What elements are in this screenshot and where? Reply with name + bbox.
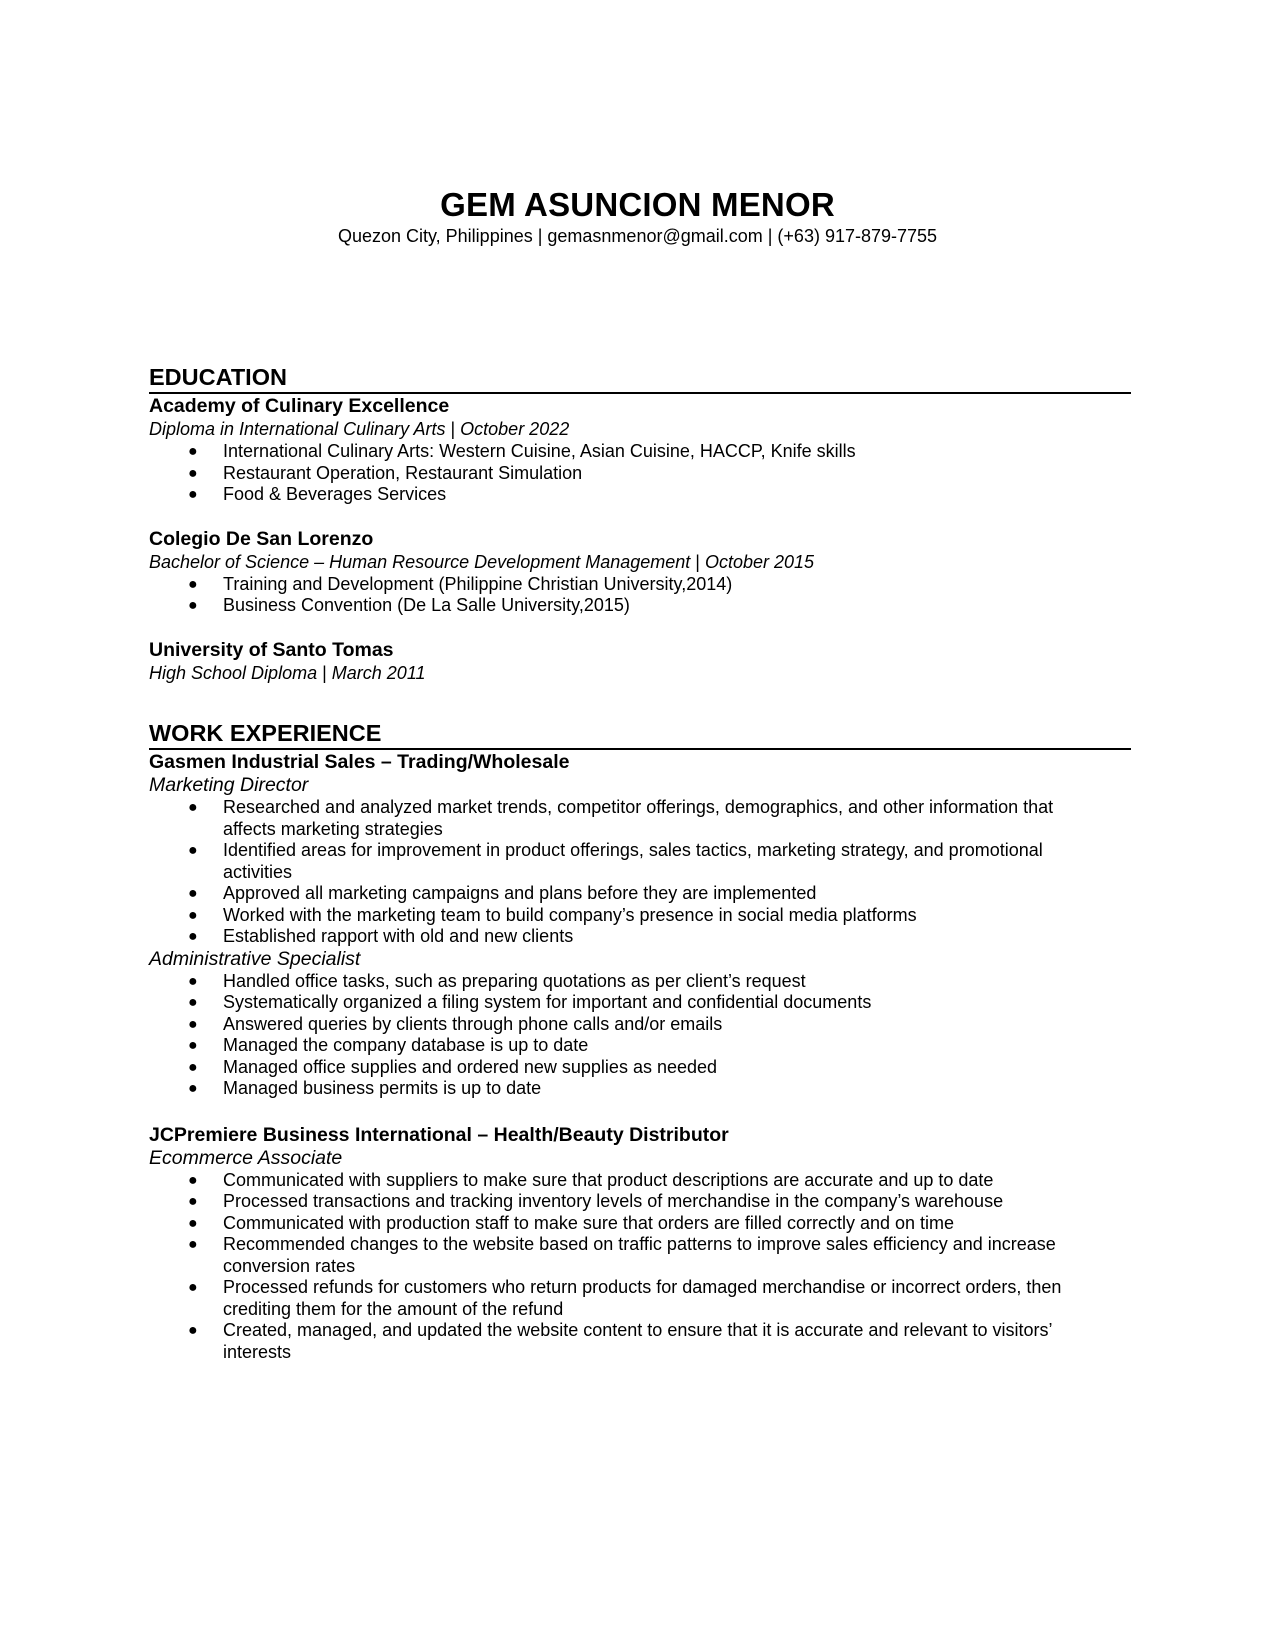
bullet-icon: ●	[188, 1214, 198, 1232]
list-item-text: Training and Development (Philippine Christian University,2014)	[223, 573, 733, 594]
bullet-icon: ●	[188, 994, 198, 1011]
list-item	[149, 1035, 1131, 1057]
list-item-text: Recommended changes to the website based on traffic patterns to improve sales efficiency and increase conversion rates	[223, 1234, 1056, 1276]
company-entry	[149, 1123, 1131, 1364]
list-item	[149, 1213, 1131, 1235]
list-item	[149, 595, 1131, 617]
bullet-icon: ●	[188, 1015, 198, 1033]
bullet-list	[149, 1170, 1131, 1364]
list-item-text: Researched and analyzed market trends, competitor offerings, demographics, and other information that affects marketing strategies	[223, 797, 1054, 839]
bullet-icon: ●	[188, 575, 198, 593]
school-name: Academy of Culinary Excellence	[149, 395, 450, 417]
list-item	[149, 463, 1131, 485]
bullet-list	[149, 971, 1131, 1100]
role-title: Administrative Specialist	[149, 947, 361, 970]
list-item-text: Communicated with production staff to make sure that orders are filled correctly and on time	[223, 1212, 955, 1233]
bullet-icon: ●	[188, 928, 198, 945]
candidate-name: GEM ASUNCION MENOR	[440, 186, 835, 223]
list-item	[149, 1191, 1131, 1213]
company-entry	[149, 750, 1131, 1100]
bullet-icon: ●	[188, 443, 198, 460]
degree-line: Bachelor of Science – Human Resource Development Management | October 2015	[149, 551, 815, 572]
degree-date: October 2015	[704, 551, 815, 572]
bullet-icon: ●	[188, 1171, 198, 1189]
list-item-text: Processed transactions and tracking inventory levels of merchandise in the company’s warehouse	[223, 1191, 1004, 1211]
bullet-icon: ●	[188, 486, 198, 503]
list-item	[149, 883, 1131, 905]
list-item	[149, 905, 1131, 927]
list-item	[149, 441, 1131, 463]
list-item-text: Restaurant Operation, Restaurant Simulation	[223, 462, 583, 483]
company-name: Gasmen Industrial Sales – Trading/Wholesale	[149, 751, 570, 773]
degree: Bachelor of Science – Human Resource Development Management	[149, 551, 691, 572]
list-item-text: Business Convention (De La Salle University,2015)	[223, 595, 630, 615]
list-item-text: Answered queries by clients through phone calls and/or emails	[223, 1013, 723, 1034]
list-item	[149, 1078, 1131, 1100]
spacer	[149, 1100, 1131, 1123]
list-item	[149, 574, 1131, 596]
list-item-text: Handled office tasks, such as preparing quotations as per client’s request	[223, 970, 806, 991]
list-item-text: Identified areas for improvement in product offerings, sales tactics, marketing strategy, and promotional activities	[223, 840, 1043, 882]
work-section	[149, 718, 1131, 1363]
list-item-text: Created, managed, and updated the website content to ensure that it is accurate and relevant to visitors’ interests	[223, 1320, 1052, 1362]
list-item-text: Communicated with suppliers to make sure that product descriptions are accurate and up to date	[223, 1169, 994, 1190]
list-item	[149, 1320, 1131, 1363]
degree-date: March 2011	[331, 662, 426, 683]
degree-line: High School Diploma | March 2011	[149, 662, 426, 683]
education-entry	[149, 527, 1131, 617]
list-item	[149, 797, 1131, 840]
list-item-text: Worked with the marketing team to build company’s presence in social media platforms	[223, 904, 917, 925]
education-section	[149, 362, 1131, 685]
bullet-icon: ●	[188, 972, 198, 990]
school-name: Colegio De San Lorenzo	[149, 527, 374, 550]
education-entry	[149, 638, 1131, 685]
degree-date: October 2022	[460, 419, 570, 439]
spacer	[149, 506, 1131, 527]
role-title: Ecommerce Associate	[149, 1146, 343, 1169]
education-heading: EDUCATION	[149, 362, 1131, 394]
list-item	[149, 1277, 1131, 1320]
bullet-icon: ●	[188, 906, 198, 924]
list-item-text: Managed the company database is up to date	[223, 1035, 589, 1055]
bullet-icon: ●	[188, 464, 198, 482]
list-item-text: International Culinary Arts: Western Cuisine, Asian Cuisine, HACCP, Knife skills	[223, 441, 856, 461]
bullet-icon: ●	[188, 842, 198, 859]
bullet-icon: ●	[188, 1058, 198, 1076]
role-title: Marketing Director	[149, 774, 309, 796]
bullet-list	[149, 797, 1131, 948]
list-item	[149, 484, 1131, 506]
list-item-text: Processed refunds for customers who return products for damaged merchandise or incorrect orders, then crediting them for the amount of the refund	[223, 1277, 1062, 1319]
list-item	[149, 840, 1131, 883]
education-entry	[149, 394, 1131, 506]
bullet-icon: ●	[188, 1279, 198, 1296]
bullet-icon: ●	[188, 1037, 198, 1054]
bullet-icon: ●	[188, 1322, 198, 1339]
resume-header	[0, 185, 1275, 247]
bullet-list	[149, 441, 1131, 506]
company-name: JCPremiere Business International – Health/Beauty Distributor	[149, 1123, 729, 1146]
bullet-list	[149, 574, 1131, 617]
list-item-text: Established rapport with old and new clients	[223, 926, 574, 946]
school-name: University of Santo Tomas	[149, 638, 394, 661]
list-item-text: Systematically organized a filing system for important and confidential documents	[223, 992, 872, 1012]
bullet-icon: ●	[188, 597, 198, 614]
list-item	[149, 1014, 1131, 1036]
list-item	[149, 971, 1131, 993]
work-heading: WORK EXPERIENCE	[149, 718, 1131, 750]
list-item	[149, 1057, 1131, 1079]
list-item	[149, 992, 1131, 1014]
list-item-text: Managed business permits is up to date	[223, 1078, 542, 1098]
degree: Diploma in International Culinary Arts	[149, 419, 446, 439]
spacer	[149, 617, 1131, 638]
list-item	[149, 1234, 1131, 1277]
bullet-icon: ●	[188, 1193, 198, 1210]
bullet-icon: ●	[188, 885, 198, 902]
bullet-icon: ●	[188, 1080, 198, 1097]
list-item	[149, 926, 1131, 948]
list-item	[149, 1170, 1131, 1192]
list-item-text: Approved all marketing campaigns and plans before they are implemented	[223, 883, 817, 903]
bullet-icon: ●	[188, 799, 198, 816]
degree: High School Diploma	[149, 662, 318, 683]
degree-line: Diploma in International Culinary Arts | October 2022	[149, 419, 570, 439]
bullet-icon: ●	[188, 1236, 198, 1253]
list-item-text: Managed office supplies and ordered new supplies as needed	[223, 1056, 718, 1077]
contact-line: Quezon City, Philippines | gemasnmenor@gmail.com | (+63) 917-879-7755	[337, 226, 938, 246]
list-item-text: Food & Beverages Services	[223, 484, 447, 504]
